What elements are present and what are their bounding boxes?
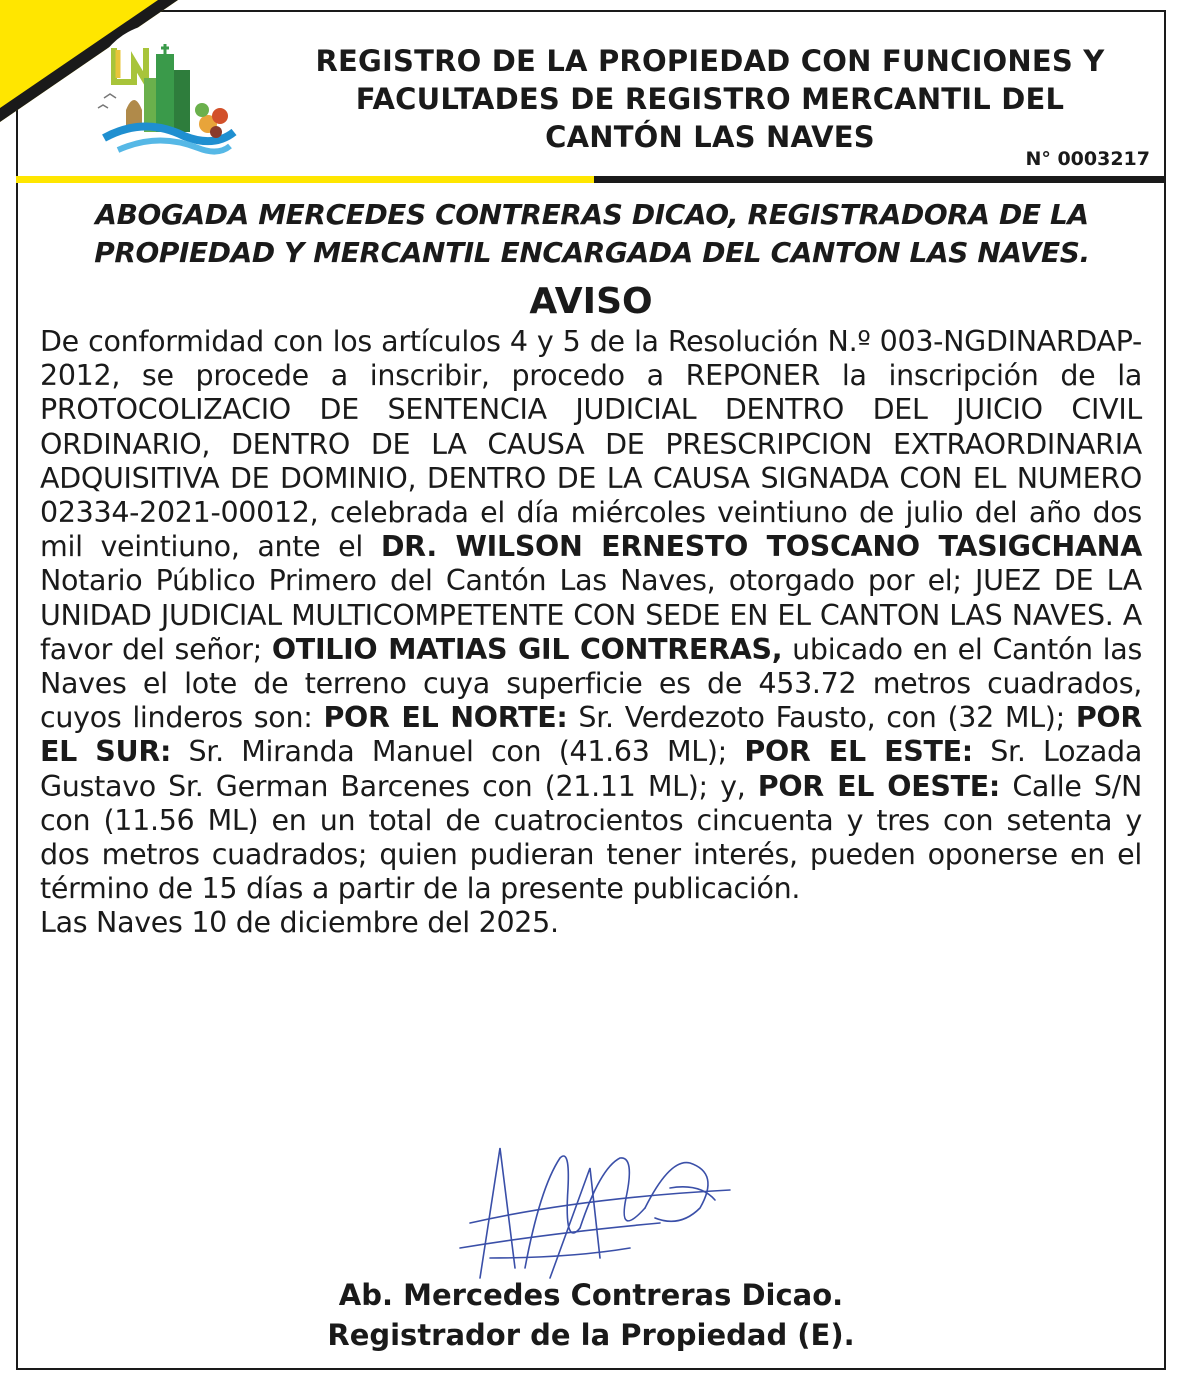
- body-text-1: De conformidad con los artículos 4 y 5 de la Resolución N.º 003-NGDINARDAP-2012, se procede a inscribir, procedo a REPONER la inscripción de la PROTOCOLIZACIO DE SENTENCIA JUDICIAL DENTRO DEL JUICIO CIVIL ORDINARIO, DENTRO DE LA CAUSA DE PRESCRIPCION EXTRAORDINARIA ADQUISITIVA DE DOMINIO, DENTRO DE LA CAUSA SIGNADA CON EL NUMERO 02334-2021-00012, celebrada el día miércoles veintiuno de julio del año dos mil veintiuno, ante el: [40, 325, 1142, 564]
- title-line: REGISTRO DE LA PROPIEDAD CON FUNCIONES Y: [315, 44, 1105, 78]
- body-text-2: Notario Público Primero del Cantón Las Naves, otorgado por el; JUEZ DE LA UNIDAD JUDICIAL MULTICOMPETENTE CON SEDE EN EL CANTON LAS NAVES. A favor del señor;: [40, 564, 1142, 666]
- registrar-heading-line: PROPIEDAD Y MERCANTIL ENCARGADA DEL CANTON LAS NAVES.: [94, 236, 1090, 269]
- south-boundary-text: Sr. Miranda Manuel con (41.63 ML);: [171, 735, 745, 769]
- handwritten-signature: [430, 1128, 740, 1288]
- south-boundary-label: POR EL SUR:: [40, 701, 1143, 769]
- notice-paragraph: [40, 325, 1142, 906]
- east-boundary-text: Sr. Lozada Gustavo Sr. German Barcenes con (21.11 ML); y,: [40, 735, 1142, 803]
- west-boundary-text: Calle S/N con (11.56 ML) en un total de cuatrocientos cincuenta y tres con setenta y dos metros cuadrados; quien pudieran tener interés, pueden oponerse en el término de 15 días a partir de la presente publicación.: [40, 769, 1142, 906]
- body-text-3: ubicado en el Cantón las Naves el lote de terreno cuya superficie es de 453.72 metros cuadrados, cuyos linderos son:: [40, 632, 1143, 735]
- west-boundary-label: POR EL OESTE:: [757, 769, 1001, 803]
- north-boundary-label: POR EL NORTE:: [323, 701, 568, 735]
- title-line: FACULTADES DE REGISTRO MERCANTIL DEL: [355, 82, 1065, 116]
- header-divider: [16, 176, 1166, 183]
- signatory-name: Ab. Mercedes Contreras Dicao.: [338, 1278, 844, 1312]
- notary-name: DR. WILSON ERNESTO TOSCANO TASIGCHANA: [380, 530, 1142, 564]
- signatory-role: Registrador de la Propiedad (E).: [327, 1318, 855, 1352]
- office-title: [262, 42, 1158, 156]
- notice-body: [40, 325, 1142, 941]
- registrar-heading: [30, 196, 1154, 272]
- north-boundary-text: Sr. Verdezoto Fausto, con (32 ML);: [567, 701, 1076, 735]
- east-boundary-label: POR EL ESTE:: [744, 735, 973, 769]
- title-line: CANTÓN LAS NAVES: [545, 120, 875, 154]
- document-number: N° 0003217: [1025, 148, 1150, 170]
- registro-logo-icon: [84, 20, 242, 170]
- notice-title: AVISO: [529, 281, 653, 322]
- registrar-heading-line: ABOGADA MERCEDES CONTRERAS DICAO, REGISTRADORA DE LA: [95, 198, 1089, 231]
- beneficiary-name: OTILIO MATIAS GIL CONTRERAS,: [271, 632, 783, 666]
- date-line: Las Naves 10 de diciembre del 2025.: [40, 906, 559, 940]
